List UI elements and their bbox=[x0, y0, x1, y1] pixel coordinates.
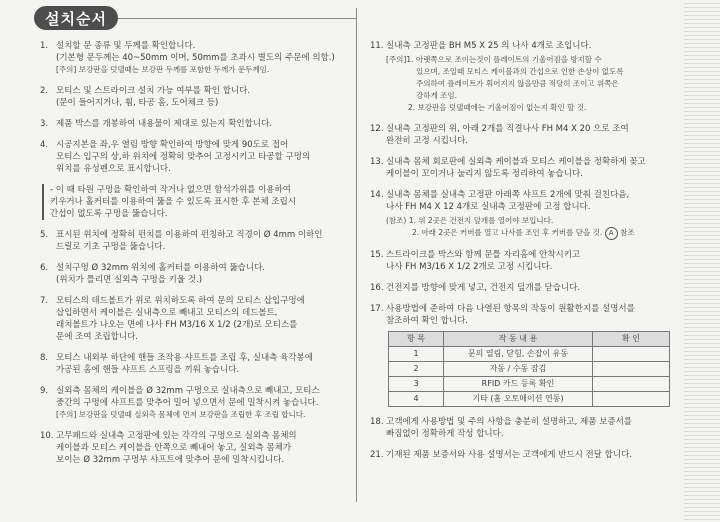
reference-block: (참조) 1. 위 2곳은 건전지 덮개를 열어야 보입니다. 2. 아래 2곳은 커버를 열고 나사를 조인 후 커버를 닫을 것. A 참조 bbox=[386, 215, 670, 240]
step-2: 2. 모티스 및 스트라이크 설치 가능 여부를 확인 합니다. (문이 들어지거나, 휨, 타공 홈, 도어체크 등) bbox=[40, 86, 251, 108]
title-rule bbox=[118, 18, 356, 19]
left-column bbox=[40, 40, 346, 475]
step-9: 9. 실외측 몸체의 케이블을 Ø 32mm 구멍으로 실내측으로 빼내고, 모티스 중간의 구멍에 샤프트를 맞추어 밀어 넣으면서 문에 밀착시켜 놓습니다. [주의] 보강판을 덧댈때 실외측 몸체에 먼저 보강판을 조립한 후 조립 합니다. bbox=[40, 385, 346, 421]
check-cell[interactable] bbox=[593, 362, 670, 377]
header-item: 항 목 bbox=[389, 332, 444, 347]
reference-a-icon: A bbox=[605, 227, 618, 240]
caution-block: [주의]1. 아랫쪽으로 조이는것이 플레이트의 기울어짐을 방지할 수 있으며, 조일때 모티스 케이블과의 간섭으로 인한 손상이 없도록 주의하여 플레이트가 휘어지지 않을만큼 적당히 조이고 위쪽은 강하게 조임. 2. 보강판을 덧댈때에는 기울어짐이 없는지 확인 할 것. bbox=[386, 55, 624, 112]
step-15: 15. 스트라이크를 박스와 함께 문틀 자리홈에 안착시키고 나사 FH M3/16 X 1/2 2개로 고정 시킵니다. bbox=[370, 250, 581, 272]
step-11: 11. 실내측 고정판을 BH M5 X 25 의 나사 4개로 조입니다. [주의]1. 아랫쪽으로 조이는것이 플레이트의 기울어짐을 방지할 수 있으며, 조일때 모티스 케이블과의 간섭으로 인한 손상이 없도록 주의하여 플레이트가 휘어지지 않을만큼 적당히 조이고 위쪽은 강하게 조임. 2. 보강판을 덧댈때에는 기울어짐이 없는지 확인 할 것. bbox=[370, 40, 670, 114]
caution-note: [주의] 보강판을 덧댈때는 보강판 두께를 포함한 두께가 문두께임. bbox=[56, 65, 270, 74]
right-column bbox=[370, 40, 670, 470]
step-18: 18. 고객에게 사용방법 및 주의 사항을 충분히 설명하고, 제품 보증서를 빠짐없이 정확하게 작성 합니다. bbox=[370, 417, 633, 439]
table-row: 1 문의 열림, 닫힘, 손잡이 유동 bbox=[389, 347, 670, 362]
step-17: 17. 사용방법에 준하여 다음 나열된 항목의 작동이 원활한지를 설명서를 참조하여 확인 합니다. 항 목 작 동 내 용 확 인 1 문의 열림, 닫힘, 손잡이 유동 2 자동 / 수동 잠김 3 RFID 카드 등록 확인 4 기타 (홈 오토메이션 연동) bbox=[370, 303, 670, 407]
step-16: 16. 건전지를 방향에 맞게 넣고, 건전지 덮개를 닫습니다. bbox=[370, 283, 581, 293]
step-21: 21. 기재된 제품 보증서와 사용 설명서는 고객에게 반드시 전달 합니다. bbox=[370, 450, 633, 460]
check-cell[interactable] bbox=[593, 377, 670, 392]
page-edge bbox=[684, 0, 720, 522]
table-header-row bbox=[389, 332, 670, 347]
check-cell[interactable] bbox=[593, 347, 670, 362]
operation-check-table bbox=[388, 331, 670, 407]
section-title: 설치순서 bbox=[34, 6, 118, 30]
caution-note: [주의] 보강판을 덧댈때 실외측 몸체에 먼저 보강판을 조립한 후 조립 합니다. bbox=[56, 410, 306, 419]
header-check: 확 인 bbox=[593, 332, 670, 347]
column-divider bbox=[356, 8, 357, 502]
tip-block: - 이 때 타원 구멍을 확인하여 작거나 없으면 함석가위를 이용하여 키우거나 홀커터를 이용하여 뚫을 수 있도록 표시한 후 본체 조립시 간섭이 없도록 구멍을 뚫습니다. bbox=[42, 184, 346, 220]
step-6: 6. 설치구멍 Ø 32mm 위치에 홀커터를 이용하여 뚫습니다. (위치가 틀리면 실외측 구멍을 키울 것.) bbox=[40, 263, 265, 285]
step-1: 1. 설치할 문 종류 및 두께를 확인합니다. (기본형 문두께는 40~50mm 이며, 50mm를 초과시 별도의 주문에 의함.) [주의] 보강판을 덧댈때는 보강판 두께를 포함한 두께가 문두께임. bbox=[40, 40, 346, 76]
step-4: 4. 시공지본을 좌,우 열림 방향 확인하여 방향에 맞게 90도로 접어 모티스 입구의 상,하 위치에 정확히 맞추어 고정시키고 타공할 구멍의 위치를 유성펜으로 표시합니다. bbox=[40, 140, 311, 174]
header-operation: 작 동 내 용 bbox=[444, 332, 593, 347]
table-row: 2 자동 / 수동 잠김 bbox=[389, 362, 670, 377]
table-row: 4 기타 (홈 오토메이션 연동) bbox=[389, 392, 670, 407]
step-5: 5. 표시된 위치에 정확히 펀치를 이용하여 펀칭하고 직경이 Ø 4mm 이하인 드릴로 기초 구멍을 뚫습니다. bbox=[40, 230, 323, 252]
step-13: 13. 실내측 몸체 회로판에 실외측 케이블과 모티스 케이블을 정확하게 꽂고 케이블이 꼬이거나 눌리지 않도록 정리하여 놓습니다. bbox=[370, 157, 646, 179]
step-7: 7. 모티스의 데드볼트가 위로 위치하도록 하여 문의 모티스 삽입구멍에 삽입하면서 케이블은 실내측으로 빼내고 모티스의 데드볼트, 래치볼트가 나오는 면에 나사 FH M3/16 X 1/2 (2개)로 모티스를 문에 조여 조립합니다. bbox=[40, 296, 305, 342]
step-10: 10. 고무패드와 실내측 고정판에 있는 각각의 구멍으로 실외측 몸체의 케이블과 모티스 케이블을 안쪽으로 빼내어 놓고, 실외측 몸체가 보이는 Ø 32mm 구멍부 샤프트에 맞추어 문에 밀착시킵니다. bbox=[40, 431, 297, 465]
step-14: 14. 실내측 몸체를 실내측 고정판 아래쪽 샤프트 2개에 맞춰 걸친다음, 나사 FH M4 X 12 4개로 실내측 고정판에 고정 합니다. (참조) 1. 위 2곳은 건전지 덮개를 열어야 보입니다. 2. 아래 2곳은 커버를 열고 나사를 조인 후 커버를 닫을 것. A 참조 bbox=[370, 189, 670, 240]
table-row: 3 RFID 카드 등록 확인 bbox=[389, 377, 670, 392]
step-12: 12. 실내측 고정판의 위, 아래 2개를 직결나사 FH M4 X 20 으로 조여 완전히 고정 시킵니다. bbox=[370, 124, 629, 146]
step-3: 3. 제품 박스를 개봉하여 내용물이 제대로 있는지 확인합니다. bbox=[40, 119, 272, 129]
check-cell[interactable] bbox=[593, 392, 670, 407]
step-8: 8. 모티스 내외부 하단에 핸들 조작용 샤프트를 조립 후, 실내측 육각봉에 가공된 홈에 핸들 샤프트 스프링을 끼워 놓습니다. bbox=[40, 353, 313, 375]
